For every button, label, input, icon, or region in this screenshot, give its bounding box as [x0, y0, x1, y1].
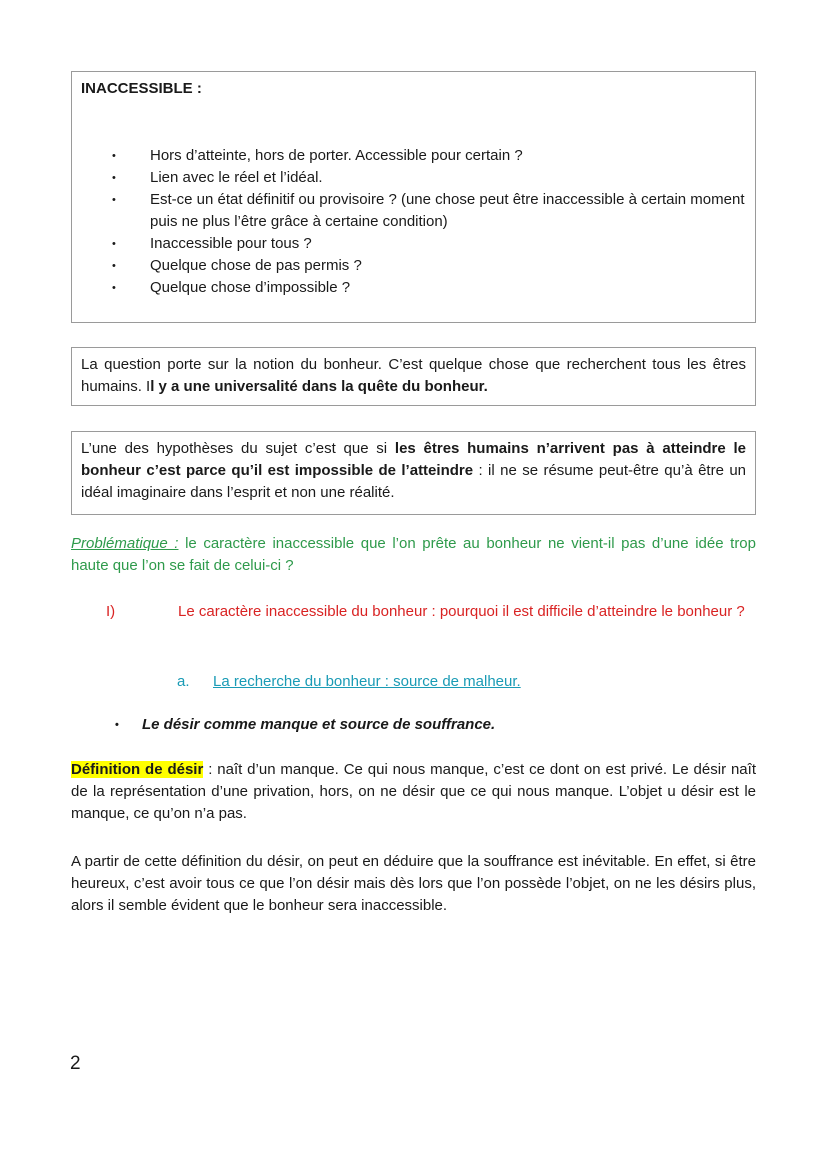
section-heading-1 — [71, 601, 756, 623]
definition-label: Définition de désir — [71, 761, 204, 778]
hypothesis-paragraph: L’une des hypothèses du sujet c’est que si les êtres humains n’arrivent pas à atteindre le bonheur c’est parce qu’il est impossible de l’atteindre : il ne se résume peut-être qu’à être un idéal imaginaire dans l’esprit et non une réalité. — [81, 440, 746, 501]
desire-bullet — [71, 714, 756, 736]
inaccessible-box — [71, 71, 756, 323]
bullet-icon: • — [112, 150, 116, 162]
universality-box — [71, 347, 756, 406]
hypothesis-box — [71, 431, 756, 515]
section-title: Le caractère inaccessible du bonheur : pourquoi il est difficile d’atteindre le bonheur ? — [178, 603, 745, 620]
universality-paragraph: La question porte sur la notion du bonheur. C’est quelque chose que recherchent tous les êtres humains. Il y a une universalité dans la quête du bonheur. — [81, 356, 746, 395]
conclusion-paragraph: A partir de cette définition du désir, on peut en déduire que la souffrance est inévitable. En effet, si être heureux, c’est avoir tous ce que l’on désir mais dès lors que l’on possède l’objet, on ne les désirs plus, alors il semble évident que le bonheur sera inaccessible. — [71, 853, 756, 914]
list-item: • Quelque chose de pas permis ? — [112, 255, 745, 277]
list-item: • Est-ce un état définitif ou provisoire ? (une chose peut être inaccessible à certain moment puis ne plus l’être grâce à certaine condition) — [112, 191, 745, 230]
desire-bullet-text: Le désir comme manque et source de souffrance. — [142, 716, 496, 733]
list-item: • Lien avec le réel et l’idéal. — [112, 167, 745, 189]
list-item: • Quelque chose d’impossible ? — [112, 277, 745, 299]
subsection-letter: a. — [177, 673, 190, 690]
bullet-icon: • — [112, 172, 116, 184]
definition-paragraph: Définition de désir : naît d’un manque. Ce qui nous manque, c’est ce dont on est privé. Le désir naît de la représentation d’une privation, hors, on ne désir que ce qui nous manque. L’objet u désir est le manque, ce qu’on n’a pas. — [71, 761, 756, 822]
bullet-icon: • — [112, 238, 116, 250]
inaccessible-list — [112, 145, 745, 299]
bullet-icon: • — [112, 194, 116, 206]
problematique: Problématique : le caractère inaccessible que l’on prête au bonheur ne vient-il pas d’une idée trop haute que l’on se fait de celui-ci ? — [71, 535, 756, 574]
box-title: INACCESSIBLE : — [81, 80, 202, 97]
bullet-icon: • — [112, 260, 116, 272]
bullet-icon: • — [115, 719, 119, 731]
subsection-heading-a — [177, 671, 521, 693]
problematique-label: Problématique : — [71, 535, 179, 552]
list-item: • Inaccessible pour tous ? — [112, 233, 745, 255]
subsection-title: La recherche du bonheur : source de malheur. — [213, 673, 521, 690]
section-number: I) — [106, 603, 116, 620]
list-item: • Hors d’atteinte, hors de porter. Accessible pour certain ? — [112, 145, 745, 167]
bullet-icon: • — [112, 282, 116, 294]
page-number: 2 — [70, 1053, 81, 1074]
